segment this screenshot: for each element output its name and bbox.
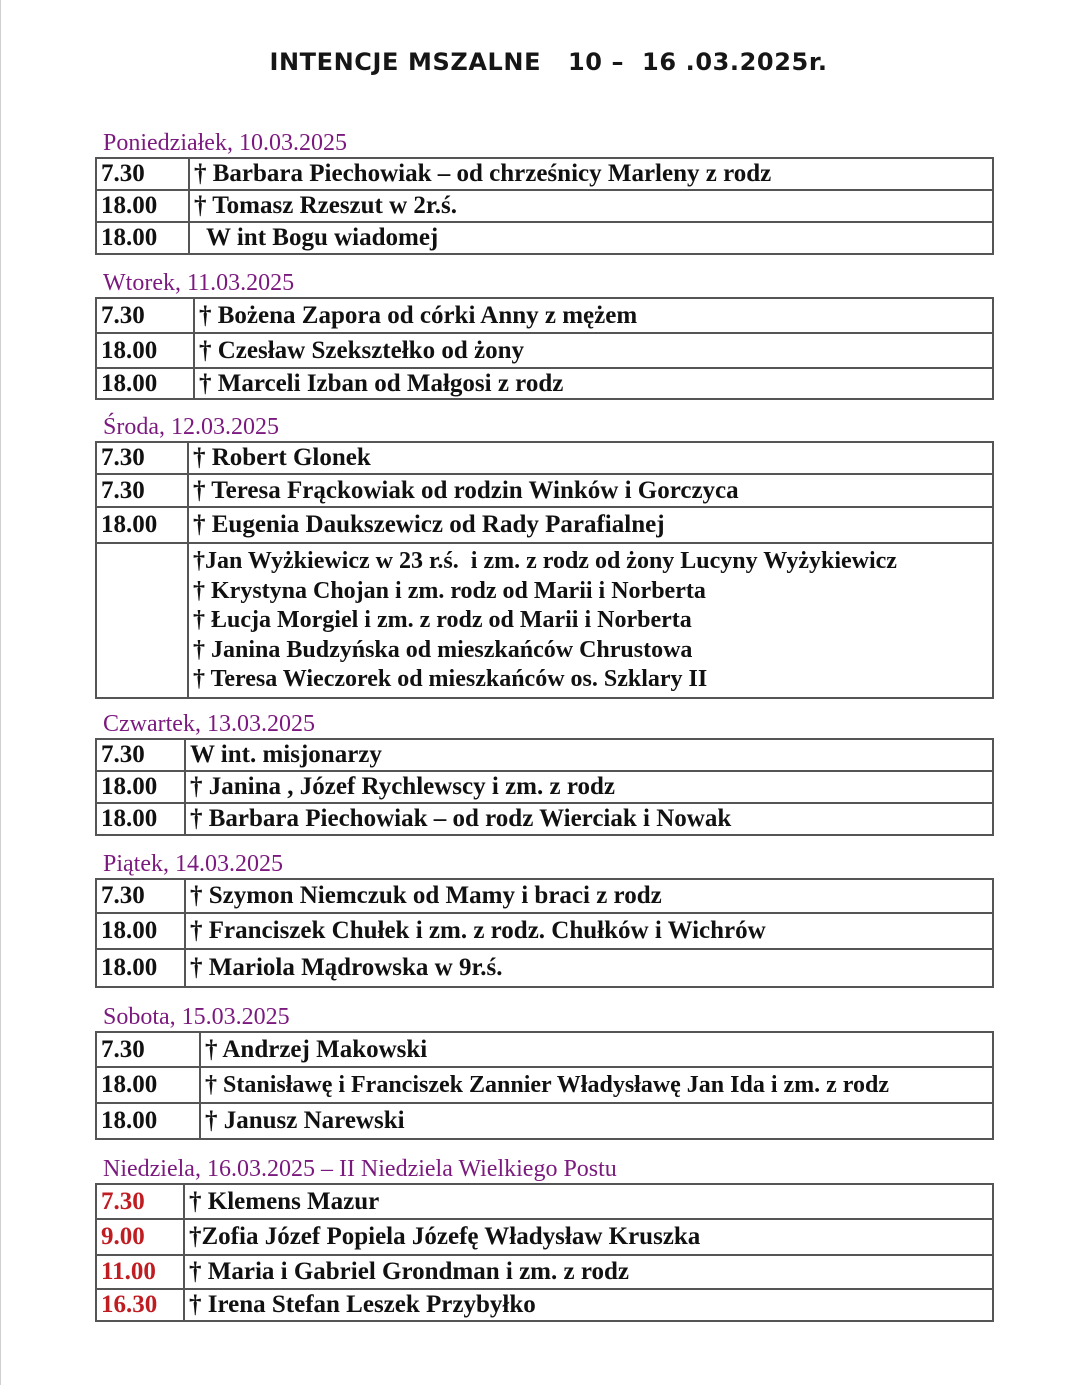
table-row: [96, 771, 993, 803]
mass-table: [95, 738, 994, 836]
mass-time: 18.00: [96, 368, 194, 399]
table-row: [96, 442, 993, 474]
mass-intention: † Klemens Mazur: [184, 1184, 993, 1219]
mass-intention: † Robert Glonek: [188, 442, 993, 474]
mass-intention: † Krystyna Chojan i zm. rodz od Marii i Norberta: [193, 577, 706, 604]
table-row: [96, 368, 993, 399]
day-section-tuesday: [95, 269, 994, 400]
table-row: [96, 1289, 993, 1321]
mass-intention: † Janina Budzyńska od mieszkańców Chrustowa: [193, 636, 693, 663]
mass-intention: † Tomasz Rzeszut w 2r.ś.: [189, 190, 993, 222]
mass-intention: † Szymon Niemczuk od Mamy i braci z rodz: [185, 879, 993, 913]
table-row: [96, 333, 993, 368]
mass-time: 7.30: [96, 474, 188, 507]
mass-table: [95, 297, 994, 400]
page-edge: [0, 0, 1, 1385]
day-section-wednesday: [95, 413, 994, 699]
mass-time: 18.00: [96, 1103, 200, 1139]
mass-time: 18.00: [96, 190, 189, 222]
day-section-thursday: [95, 710, 994, 836]
mass-intention: † Franciszek Chułek i zm. z rodz. Chułków i Wichrów: [185, 913, 993, 949]
day-section-sunday: [95, 1155, 994, 1322]
mass-intention: † Eugenia Daukszewicz od Rady Parafialnej: [188, 507, 993, 543]
day-section-saturday: [95, 1003, 994, 1140]
day-section-friday: [95, 850, 994, 988]
table-row: [96, 158, 993, 190]
table-row: [96, 190, 993, 222]
mass-time: 7.30: [96, 1032, 200, 1067]
table-row: [96, 543, 993, 698]
mass-intention: † Janina , Józef Rychlewscy i zm. z rodz: [185, 771, 993, 803]
table-row: [96, 1103, 993, 1139]
day-header: Środa, 12.03.2025: [103, 414, 279, 440]
mass-table: [95, 1031, 994, 1140]
table-row: [96, 222, 993, 254]
page-title: INTENCJE MSZALNE 10 – 16 .03.2025r.: [269, 48, 828, 76]
mass-table: [95, 878, 994, 988]
table-row: [96, 879, 993, 913]
mass-intention: †Jan Wyżkiewicz w 23 r.ś. i zm. z rodz od żony Lucyny Wyżykiewicz: [193, 548, 897, 574]
day-header: Czwartek, 13.03.2025: [103, 711, 315, 737]
day-header: Wtorek, 11.03.2025: [103, 270, 295, 296]
table-row: [96, 913, 993, 949]
mass-time: 7.30: [96, 298, 194, 333]
mass-intention: † Maria i Gabriel Grondman i zm. z rodz: [184, 1255, 993, 1289]
table-row: [96, 507, 993, 543]
mass-intention: † Bożena Zapora od córki Anny z mężem: [194, 298, 993, 333]
mass-intention: † Barbara Piechowiak – od chrześnicy Marleny z rodz: [189, 158, 993, 190]
mass-table: [95, 157, 994, 255]
mass-time: 18.00: [96, 507, 188, 543]
mass-intention: W int. misjonarzy: [185, 739, 993, 771]
table-row: [96, 949, 993, 987]
mass-intention: W int Bogu wiadomej: [189, 222, 993, 254]
mass-intention: † Teresa Frąckowiak od rodzin Winków i Gorczyca: [188, 474, 993, 507]
mass-time: 7.30: [96, 158, 189, 190]
day-section-monday: [95, 129, 994, 255]
mass-intention: † Stanisławę i Franciszek Zannier Władysławę Jan Ida i zm. z rodz: [200, 1067, 993, 1103]
mass-time: 7.30: [96, 442, 188, 474]
table-row: [96, 1255, 993, 1289]
mass-intention: † Teresa Wieczorek od mieszkańców os. Szklary II: [193, 666, 708, 692]
mass-intention: †Zofia Józef Popiela Józefę Władysław Kruszka: [184, 1219, 993, 1255]
table-row: [96, 1219, 993, 1255]
mass-intention: † Łucja Morgiel i zm. z rodz od Marii i Norberta: [193, 607, 692, 633]
mass-time: 18.00: [96, 333, 194, 368]
mass-time: 18.00: [96, 1067, 200, 1103]
mass-time: 7.30: [96, 739, 185, 771]
mass-intention: † Mariola Mądrowska w 9r.ś.: [185, 949, 993, 987]
mass-time: 9.00: [96, 1219, 184, 1255]
mass-intention: † Barbara Piechowiak – od rodz Wierciak i Nowak: [185, 803, 993, 835]
mass-time: 18.00: [96, 949, 185, 987]
table-row: [96, 803, 993, 835]
day-header: Niedziela, 16.03.2025 – II Niedziela Wielkiego Postu: [103, 1156, 617, 1182]
mass-intention: † Janusz Narewski: [200, 1103, 993, 1139]
day-header: Sobota, 15.03.2025: [103, 1004, 290, 1030]
mass-time: 7.30: [96, 1184, 184, 1219]
table-row: [96, 1067, 993, 1103]
day-header: Poniedziałek, 10.03.2025: [103, 130, 347, 156]
table-row: [96, 298, 993, 333]
mass-table: [95, 1183, 994, 1322]
mass-intention: † Marceli Izban od Małgosi z rodz: [194, 368, 993, 399]
table-row: [96, 1184, 993, 1219]
table-row: [96, 474, 993, 507]
day-header: Piątek, 14.03.2025: [103, 851, 283, 877]
mass-table: [95, 441, 994, 699]
mass-time: 18.00: [96, 222, 189, 254]
mass-time: 11.00: [96, 1255, 184, 1289]
mass-time: [96, 543, 188, 698]
mass-time: 7.30: [96, 879, 185, 913]
table-row: [96, 1032, 993, 1067]
mass-time: 16.30: [96, 1289, 184, 1321]
mass-intention: † Andrzej Makowski: [200, 1032, 993, 1067]
table-row: [96, 739, 993, 771]
mass-intention-group: [188, 543, 993, 698]
mass-time: 18.00: [96, 771, 185, 803]
mass-intention: † Czesław Szeksztełko od żony: [194, 333, 993, 368]
mass-intention: † Irena Stefan Leszek Przybyłko: [184, 1289, 993, 1321]
mass-time: 18.00: [96, 913, 185, 949]
mass-time: 18.00: [96, 803, 185, 835]
